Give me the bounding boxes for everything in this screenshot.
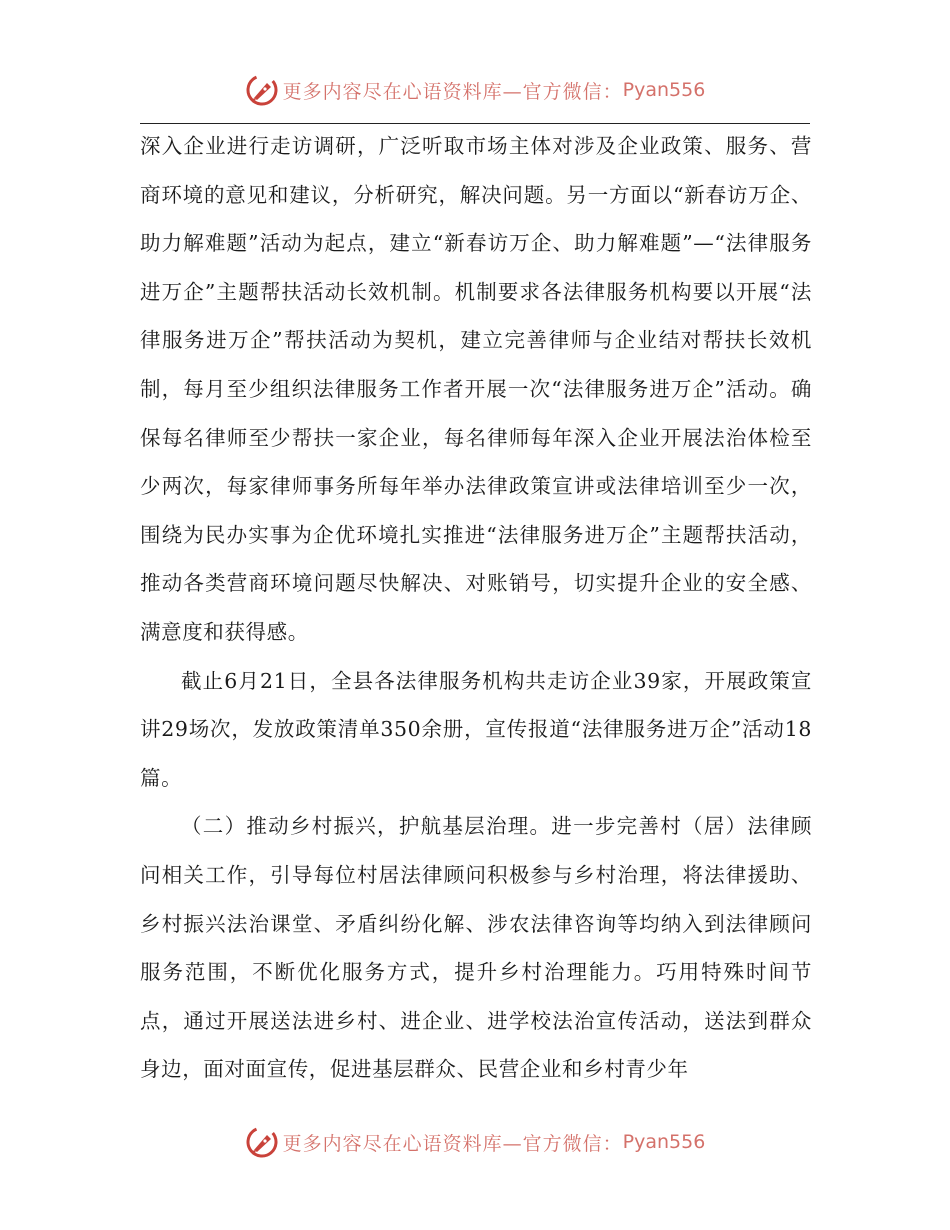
watermark-text: 更多内容尽在心语资料库—官方微信： bbox=[282, 80, 623, 103]
watermark-banner bbox=[245, 1125, 706, 1159]
watermark-banner bbox=[245, 73, 706, 107]
page-footer bbox=[0, 1122, 950, 1162]
paragraph: 深入企业进行走访调研，广泛听取市场主体对涉及企业政策、服务、营商环境的意见和建议，分析研究，解决问题。另一方面以“新春访万企、助力解难题”活动为起点，建立“新春访万企、助力解难题”—“法律服务进万企”主题帮扶活动长效机制。机制要求各法律服务机构要以开展“法律服务进万企”帮扶活动为契机，建立完善律师与企业结对帮扶长效机制，每月至少组织法律服务工作者开展一次“法律服务进万企”活动。确保每名律师至少帮扶一家企业，每名律师每年深入企业开展法治体检至少两次，每家律师事务所每年举办法律政策宣讲或法律培训至少一次，围绕为民办实事为企优环境扎实推进“法律服务进万企”主题帮扶活动，推动各类营商环境问题尽快解决、对账销号，切实提升企业的安全感、满意度和获得感。 bbox=[140, 134, 812, 644]
watermark-wechat-id: Pyan556 bbox=[622, 79, 706, 101]
pen-nib-icon bbox=[245, 73, 279, 107]
watermark-wechat-id: Pyan556 bbox=[622, 1131, 706, 1153]
watermark-text: 更多内容尽在心语资料库—官方微信： bbox=[282, 1132, 623, 1155]
paragraph: （二）推动乡村振兴，护航基层治理。进一步完善村（居）法律顾问相关工作，引导每位村居法律顾问积极参与乡村治理，将法律援助、乡村振兴法治课堂、矛盾纠纷化解、涉农法律咨询等均纳入到法律顾问服务范围，不断优化服务方式，提升乡村治理能力。巧用特殊时间节点，通过开展送法进乡村、进企业、进学校法治宣传活动，送法到群众身边，面对面宣传，促进基层群众、民营企业和乡村青少年 bbox=[140, 814, 812, 1082]
pen-nib-icon bbox=[245, 1125, 279, 1159]
page-header bbox=[0, 70, 950, 110]
paragraph: 截止6月21日，全县各法律服务机构共走访企业39家，开展政策宣讲29场次，发放政策清单350余册，宣传报道“法律服务进万企”活动18篇。 bbox=[140, 668, 812, 790]
document-body bbox=[140, 122, 812, 1094]
